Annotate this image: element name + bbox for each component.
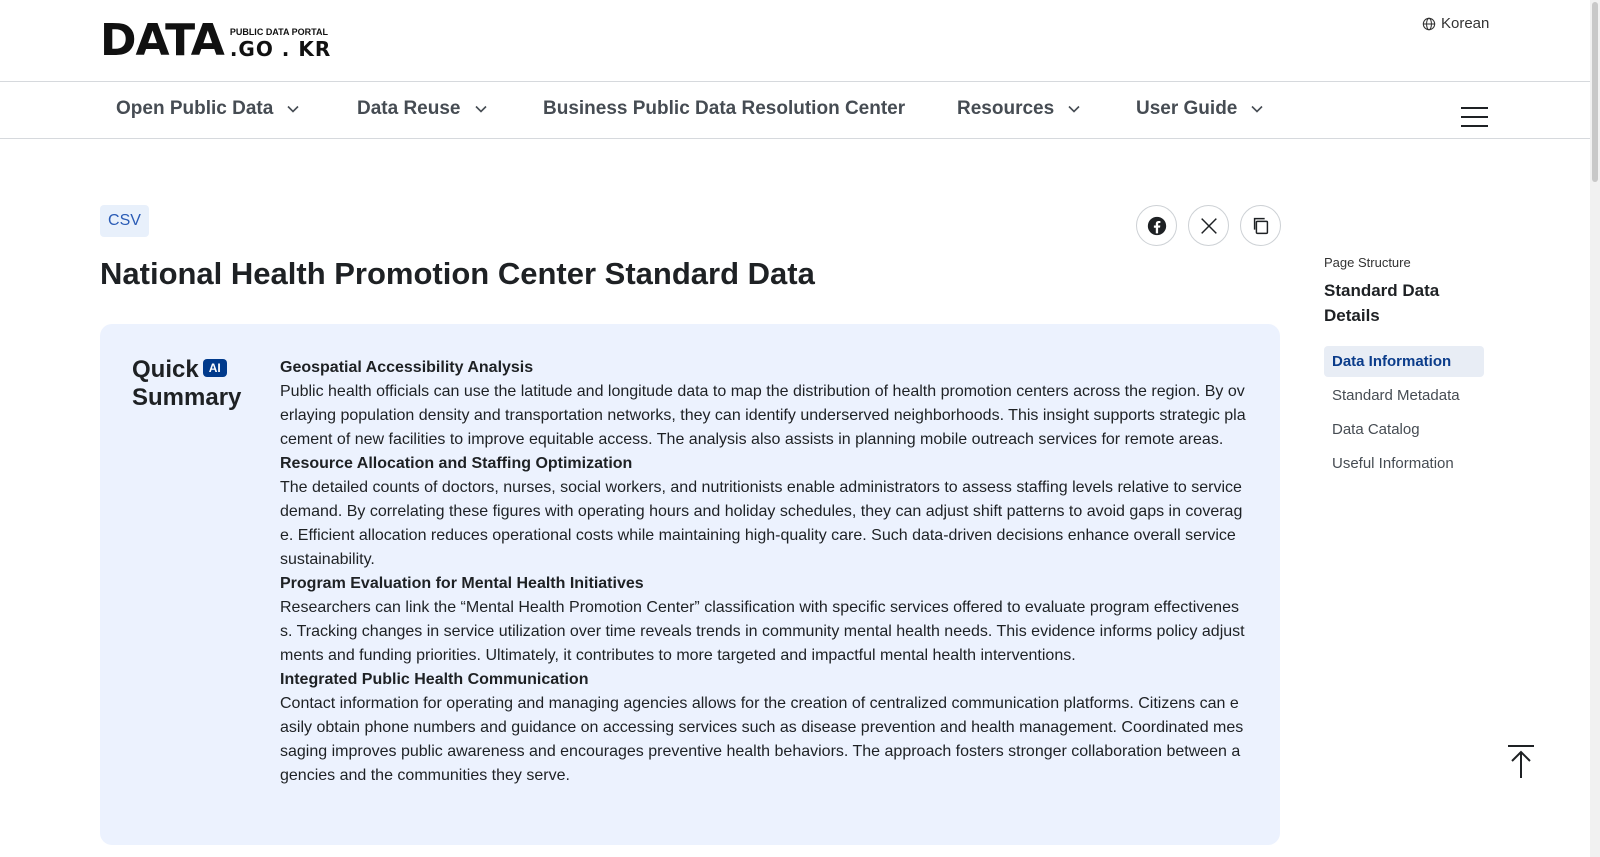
site-logo[interactable] [100,15,332,66]
nav-label: User Guide [1136,98,1238,119]
quick-summary-heading [132,356,252,412]
nav-business-resolution-center[interactable] [543,98,905,120]
summary-section-heading: Resource Allocation and Staffing Optimization [280,455,633,472]
toc-list [1324,346,1484,479]
summary-section-heading: Geospatial Accessibility Analysis [280,359,534,376]
toc-item-data-catalog[interactable]: Data Catalog [1332,421,1420,438]
toc-item-standard-metadata[interactable]: Standard Metadata [1332,387,1460,404]
logo-domain: .GO . KR [229,37,332,61]
summary-heading-line1: Quick [132,356,199,383]
logo-main-text: DATA [100,15,224,66]
menu-icon[interactable] [1461,107,1488,127]
toc-title: Standard Data Details [1324,281,1440,325]
nav-user-guide[interactable] [1136,98,1265,120]
language-selector[interactable] [1422,15,1489,32]
page-title: National Health Promotion Center Standard Data [100,256,815,291]
toc-label: Page Structure [1324,255,1411,270]
summary-section-text: Contact information for operating and managing agencies allows for the creation of centralized communication platforms. Citizens can easily obtain phone numbers and guidance on accessing services such as disease prevention and health management. Coordinated messaging improves public awareness and encourages preventive health behaviors. The approach fosters stronger collaboration between agencies and the communities they serve. [280,695,1244,784]
globe-icon [1422,17,1436,31]
x-share-button[interactable] [1188,205,1229,246]
summary-heading-line2: Summary [132,384,242,411]
ai-tag: AI [203,359,227,377]
site-header [0,0,1590,82]
nav-label: Data Reuse [357,98,461,119]
chevron-down-icon [1066,101,1082,117]
nav-resources[interactable] [957,98,1082,120]
summary-section-text: Public health officials can use the latitude and longitude data to map the distribution of health promotion centers across the region. By overlaying population density and transportation networks, they can identify underserved neighborhoods. This insight supports strategic placement of new facilities to improve equitable access. The analysis also assists in planning mobile outreach services for remote areas. [280,383,1246,448]
facebook-share-button[interactable] [1136,205,1177,246]
chevron-down-icon [473,101,489,117]
copy-icon [1250,215,1272,237]
summary-section-text: The detailed counts of doctors, nurses, social workers, and nutritionists enable administrators to assess staffing levels relative to service demand. By correlating these figures with operating hours and holiday schedules, they can adjust shift patterns to avoid gaps in coverage. Efficient allocation reduces operational costs while maintaining high-quality care. Such data-driven decisions enhance overall service sustainability. [280,479,1243,568]
nav-data-reuse[interactable] [357,98,489,120]
logo-side [230,26,331,60]
summary-section-text: Researchers can link the “Mental Health Promotion Center” classification with specific services offered to evaluate program effectiveness. Tracking changes in service utilization over time reveals trends in community mental health needs. This evidence informs policy adjustments and funding priorities. Ultimately, it contributes to more targeted and impactful mental health interventions. [280,599,1245,664]
nav-label: Business Public Data Resolution Center [543,98,906,119]
nav-label: Resources [957,98,1055,119]
scroll-to-top-icon[interactable] [1505,744,1537,780]
chevron-down-icon [1249,101,1265,117]
page-structure-nav [1324,255,1484,482]
language-label: Korean [1441,15,1490,32]
main-navigation [0,82,1590,139]
summary-section-heading: Program Evaluation for Mental Health Initiatives [280,575,644,592]
nav-label: Open Public Data [116,98,274,119]
quick-summary-panel [100,324,1280,845]
toc-item-useful-information[interactable]: Useful Information [1332,455,1454,472]
logo-subtitle: PUBLIC DATA PORTAL [229,27,328,37]
scrollbar-thumb[interactable] [1592,2,1598,182]
format-badge: CSV [100,205,149,237]
chevron-down-icon [285,101,301,117]
x-icon [1198,215,1220,237]
copy-link-button[interactable] [1240,205,1281,246]
quick-summary-body [280,356,1246,788]
summary-section-heading: Integrated Public Health Communication [280,671,589,688]
nav-open-public-data[interactable] [116,98,301,120]
facebook-icon [1146,215,1168,237]
toc-item-data-information[interactable]: Data Information [1324,346,1484,377]
